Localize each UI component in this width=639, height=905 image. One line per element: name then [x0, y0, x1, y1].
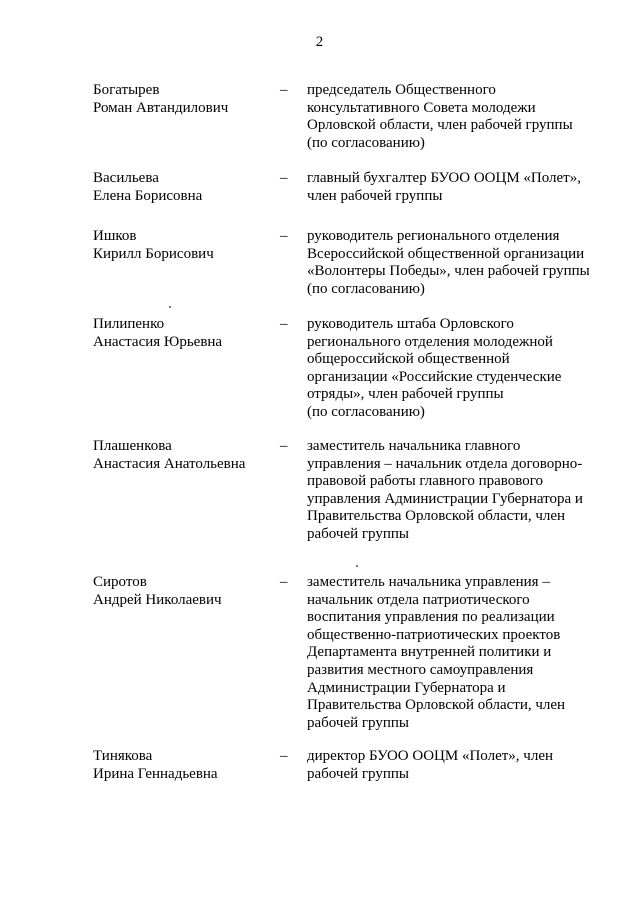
role-line: рабочей группы: [307, 714, 409, 731]
role-line: председатель Общественного: [307, 82, 496, 98]
member-role: [307, 438, 607, 544]
role-line: общероссийской общественной: [307, 351, 510, 368]
role-line: начальник отдела патриотического: [307, 591, 530, 608]
role-line: Всероссийской общественной организации: [307, 245, 585, 262]
role-line: (по согласованию): [307, 403, 425, 420]
member-given-names: Елена Борисовна: [93, 187, 203, 204]
role-line: Департамента внутренней политики и: [307, 644, 552, 661]
member-given-names: Анастасия Анатольевна: [93, 455, 246, 472]
member-surname: Плашенкова: [93, 438, 172, 454]
member-name: [93, 170, 273, 205]
member-surname: Сиротов: [93, 574, 147, 590]
role-line: руководитель регионального отделения: [307, 228, 560, 244]
role-line: регионального отделения молодежной: [307, 333, 553, 350]
role-line: руководитель штаба Орловского: [307, 316, 514, 332]
member-given-names: Ирина Геннадьевна: [93, 765, 218, 782]
role-line: управления – начальник отдела договорно-: [307, 455, 583, 472]
role-line: (по согласованию): [307, 134, 425, 151]
member-given-names: Андрей Николаевич: [93, 591, 222, 608]
role-line: «Волонтеры Победы», член рабочей группы: [307, 263, 590, 280]
scan-speck: [356, 565, 358, 567]
member-surname: Тинякова: [93, 748, 153, 764]
role-line: (по согласованию): [307, 280, 425, 297]
role-line: член рабочей группы: [307, 187, 443, 204]
dash-separator: –: [280, 574, 288, 590]
role-line: Орловской области, член рабочей группы: [307, 117, 573, 134]
member-role: [307, 228, 607, 298]
member-role: [307, 316, 607, 422]
member-name: [93, 574, 273, 609]
member-surname: Ишков: [93, 228, 137, 244]
member-name: [93, 316, 273, 351]
page-number: 2: [315, 34, 324, 50]
member-surname: Пилипенко: [93, 316, 165, 332]
role-line: правовой работы главного правового: [307, 473, 543, 490]
dash-separator: –: [280, 316, 288, 332]
member-name: [93, 438, 273, 473]
role-line: Администрации Губернатора и: [307, 679, 506, 696]
role-line: рабочей группы: [307, 765, 409, 782]
member-given-names: Кирилл Борисович: [93, 245, 214, 262]
member-role: [307, 82, 607, 152]
role-line: заместитель начальника управления –: [307, 574, 550, 590]
role-line: консультативного Совета молодежи: [307, 99, 536, 116]
role-line: организации «Российские студенческие: [307, 368, 562, 385]
role-line: Правительства Орловской области, член: [307, 697, 566, 714]
member-name: [93, 748, 273, 783]
role-line: отряды», член рабочей группы: [307, 386, 504, 403]
member-given-names: Роман Автандилович: [93, 99, 229, 116]
role-line: главный бухгалтер БУОО ООЦМ «Полет»,: [307, 170, 581, 186]
dash-separator: –: [280, 228, 288, 244]
member-given-names: Анастасия Юрьевна: [93, 333, 223, 350]
role-line: Правительства Орловской области, член: [307, 508, 566, 525]
dash-separator: –: [280, 82, 288, 98]
role-line: заместитель начальника главного: [307, 438, 521, 454]
member-surname: Васильева: [93, 170, 159, 186]
role-line: рабочей группы: [307, 525, 409, 542]
member-surname: Богатырев: [93, 82, 160, 98]
dash-separator: –: [280, 170, 288, 186]
member-name: [93, 82, 273, 117]
role-line: управления Администрации Губернатора и: [307, 490, 583, 507]
member-role: [307, 574, 607, 732]
role-line: развития местного самоуправления: [307, 661, 534, 678]
role-line: директор БУОО ООЦМ «Полет», член: [307, 748, 554, 764]
dash-separator: –: [280, 438, 288, 454]
dash-separator: –: [280, 748, 288, 764]
member-role: [307, 170, 607, 205]
member-role: [307, 748, 607, 783]
scan-speck: [169, 306, 171, 308]
role-line: общественно-патриотических проектов: [307, 626, 561, 643]
role-line: воспитания управления по реализации: [307, 609, 555, 626]
member-name: [93, 228, 273, 263]
